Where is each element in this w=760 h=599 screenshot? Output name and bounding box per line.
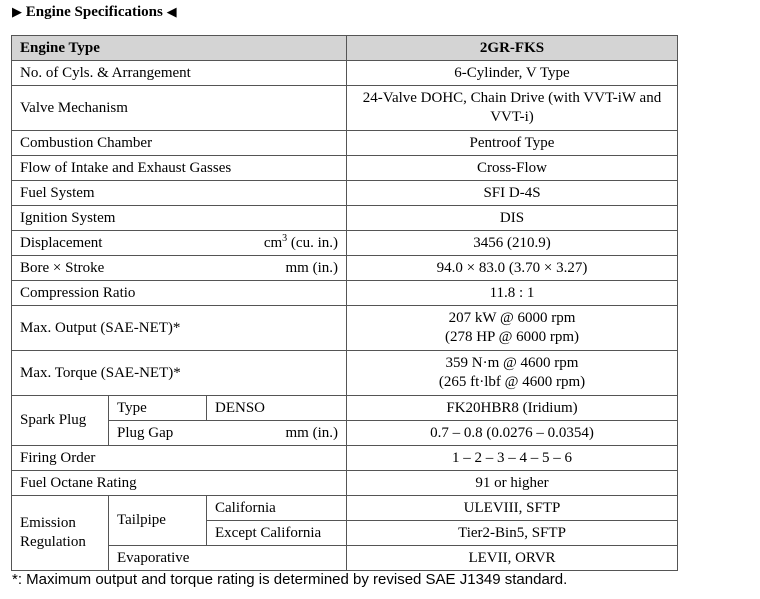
- table-row: [12, 546, 678, 571]
- row-value: ULEVIII, SFTP: [347, 496, 678, 521]
- row-value: 207 kW @ 6000 rpm (278 HP @ 6000 rpm): [347, 306, 678, 351]
- row-value: FK20HBR8 (Iridium): [347, 396, 678, 421]
- table-row: [12, 421, 678, 446]
- table-row: [12, 281, 678, 306]
- table-row: [12, 471, 678, 496]
- engine-spec-table: [11, 35, 678, 571]
- row-label: No. of Cyls. & Arrangement: [12, 61, 347, 86]
- row-value: 1 – 2 – 3 – 4 – 5 – 6: [347, 446, 678, 471]
- row-label: Fuel Octane Rating: [12, 471, 347, 496]
- section-title: Engine Specifications: [25, 4, 163, 20]
- row-label: mm (in.) Bore × Stroke: [12, 256, 347, 281]
- table-row: [12, 131, 678, 156]
- table-row: [12, 446, 678, 471]
- row-label: Valve Mechanism: [12, 86, 347, 131]
- header-label: Engine Type: [12, 36, 347, 61]
- table-row: [12, 496, 678, 521]
- row-unit: mm (in.): [285, 259, 338, 276]
- row-value: 3456 (210.9): [347, 231, 678, 256]
- row-label: Fuel System: [12, 181, 347, 206]
- row-value: Cross-Flow: [347, 156, 678, 181]
- row-sublabel: California: [207, 496, 347, 521]
- right-triangle-icon: ▶: [12, 4, 22, 19]
- table-row: [12, 396, 678, 421]
- table-row: [12, 206, 678, 231]
- row-sublabel: Tailpipe: [109, 496, 207, 546]
- row-value: Pentroof Type: [347, 131, 678, 156]
- row-label: $cm^3$ (cu. in.) Displacement: [12, 231, 347, 256]
- header-value: 2GR-FKS: [347, 36, 678, 61]
- row-value: 0.7 – 0.8 (0.0276 – 0.0354): [347, 421, 678, 446]
- row-label: Firing Order: [12, 446, 347, 471]
- row-value: 94.0 × 83.0 (3.70 × 3.27): [347, 256, 678, 281]
- row-value: 359 N·m @ 4600 rpm (265 ft·lbf @ 4600 rpm): [347, 351, 678, 396]
- row-value: LEVII, ORVR: [347, 546, 678, 571]
- row-sublabel: Evaporative: [109, 546, 347, 571]
- row-label: Compression Ratio: [12, 281, 347, 306]
- table-row: [12, 306, 678, 351]
- row-label: Ignition System: [12, 206, 347, 231]
- table-row: [12, 156, 678, 181]
- row-value: SFI D-4S: [347, 181, 678, 206]
- row-label: Max. Torque (SAE-NET)*: [12, 351, 347, 396]
- row-value: 6-Cylinder, V Type: [347, 61, 678, 86]
- row-value: 91 or higher: [347, 471, 678, 496]
- row-unit: mm (in.): [285, 424, 338, 441]
- row-value: 24-Valve DOHC, Chain Drive (with VVT-iW and VVT-i): [347, 86, 678, 131]
- left-triangle-icon: ◀: [166, 4, 177, 19]
- table-row: [12, 256, 678, 281]
- footnote: *: Maximum output and torque rating is determined by revised SAE J1349 standard.: [12, 571, 568, 588]
- table-row: [12, 351, 678, 396]
- table-header-row: [12, 36, 678, 61]
- section-heading: [12, 4, 177, 21]
- row-sublabel: Except California: [207, 521, 347, 546]
- row-label: Spark Plug: [12, 396, 109, 446]
- row-maker: DENSO: [207, 396, 347, 421]
- row-sublabel: mm (in.) Plug Gap: [109, 421, 347, 446]
- row-label: Flow of Intake and Exhaust Gasses: [12, 156, 347, 181]
- table-row: [12, 86, 678, 131]
- table-row: [12, 231, 678, 256]
- row-value: 11.8 : 1: [347, 281, 678, 306]
- row-label: Emission Regulation: [12, 496, 109, 571]
- row-sublabel: Type: [109, 396, 207, 421]
- table-row: [12, 181, 678, 206]
- row-label: Max. Output (SAE-NET)*: [12, 306, 347, 351]
- row-label: Combustion Chamber: [12, 131, 347, 156]
- table-row: [12, 61, 678, 86]
- row-value: DIS: [347, 206, 678, 231]
- row-unit: $cm^3$ (cu. in.): [263, 232, 338, 251]
- row-value: Tier2-Bin5, SFTP: [347, 521, 678, 546]
